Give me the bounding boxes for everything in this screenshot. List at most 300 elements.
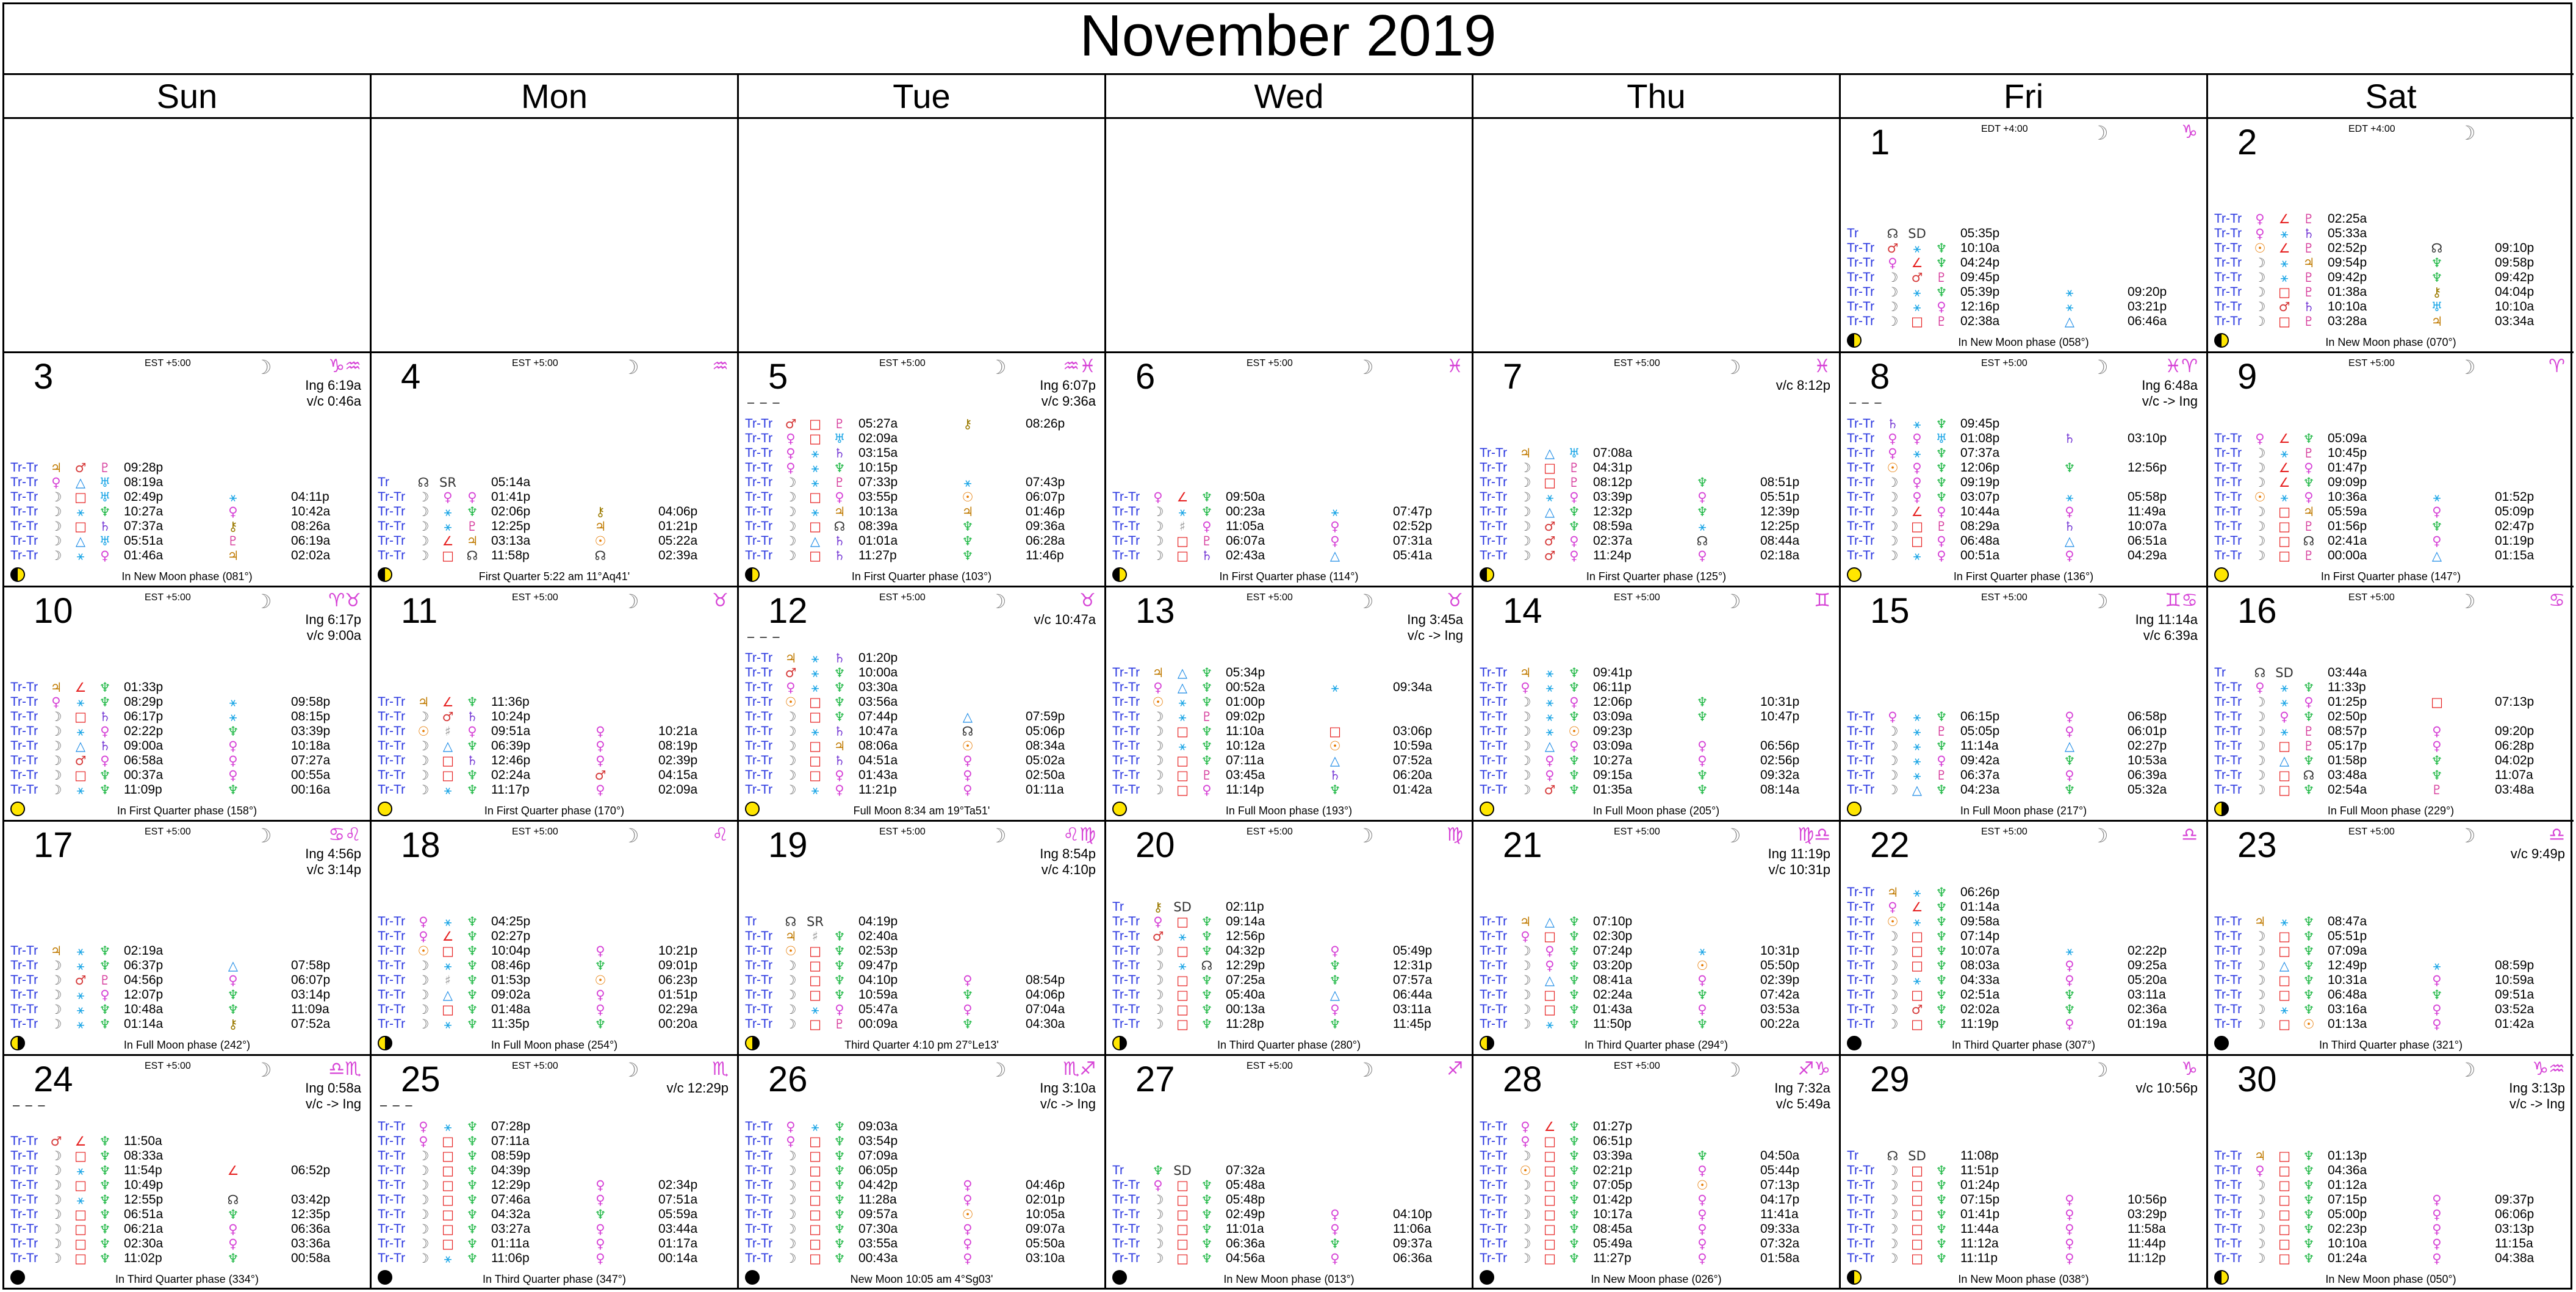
aspect-second [1657, 768, 1833, 783]
moon-icon: ☽ [2091, 1058, 2109, 1082]
moon-phase-text: In Full Moon phase (254°) [491, 1039, 618, 1051]
zodiac-sign-icon: ♋ [2549, 590, 2565, 611]
planet-glyph: ♆ [833, 944, 846, 958]
aspect-glyph: ♀ [595, 783, 605, 797]
aspect-glyph: ⚹ [811, 651, 819, 666]
aspect-second [187, 1222, 364, 1236]
aspect-glyph: ♇ [227, 534, 239, 548]
planet-glyph: ♆ [1935, 446, 1948, 461]
transit-label: Tr-Tr [1847, 314, 1875, 328]
aspect-time: 11:45p [1393, 1017, 1431, 1031]
aspect-glyph: ♀ [2432, 534, 2442, 548]
ingress-line: Ing 6:07p [1040, 378, 1096, 393]
aspect-row [378, 504, 725, 519]
day-cell[interactable] [1104, 820, 1472, 1054]
transit-label: Tr-Tr [745, 768, 773, 782]
planet-glyph: ♆ [833, 1163, 846, 1178]
transit-label: Tr-Tr [378, 1178, 406, 1192]
transit-label: Tr-Tr [1112, 1017, 1140, 1031]
aspect-second [187, 548, 364, 563]
aspect-glyph: □ [1544, 1178, 1556, 1193]
aspect-list [745, 914, 1093, 1032]
transit-label: Tr-Tr [1112, 768, 1140, 782]
aspect-second [2024, 490, 2201, 504]
aspect-glyph: ♀ [2432, 1193, 2442, 1207]
aspect-time: 11:01a [1226, 1222, 1264, 1236]
day-cell[interactable] [1839, 1054, 2206, 1288]
aspect-glyph: ♀ [1912, 490, 1922, 504]
planet-glyph: ☊ [466, 548, 478, 563]
aspect-time: 10:48a [124, 1002, 164, 1016]
aspect-time: 02:49p [1226, 1207, 1265, 1221]
aspect-glyph: ⚹ [1545, 666, 1554, 680]
aspect-glyph: ♯ [444, 973, 452, 988]
aspect-glyph: □ [809, 519, 821, 534]
day-cell[interactable] [2, 351, 370, 586]
aspect-second [187, 490, 364, 504]
aspect-glyph: ♀ [963, 973, 973, 988]
aspect-second [922, 768, 1099, 783]
planet-glyph: ☉ [2303, 1017, 2315, 1032]
aspect-row [1480, 1134, 1827, 1149]
planet-glyph: ☽ [1887, 504, 1899, 519]
aspect-time: 07:59p [1026, 709, 1065, 723]
transit-label: Tr-Tr [2214, 431, 2242, 445]
aspect-glyph: □ [74, 1207, 87, 1222]
transit-label: Tr-Tr [745, 651, 773, 665]
day-cell[interactable] [2206, 117, 2574, 351]
aspect-time: 08:59p [491, 1149, 531, 1163]
aspect-glyph: ⚹ [76, 1163, 85, 1178]
aspect-time: 10:12a [1226, 739, 1265, 753]
transit-label: Tr-Tr [10, 475, 38, 489]
transit-label: Tr-Tr [10, 1222, 38, 1236]
planet-glyph: ☽ [50, 1236, 62, 1251]
moon-phase-text: In Full Moon phase (193°) [1225, 805, 1353, 817]
aspect-time: 12:29p [491, 1178, 531, 1192]
aspect-row [378, 973, 725, 988]
transit-label: Tr-Tr [1480, 504, 1508, 519]
moon-icon: ☽ [989, 356, 1007, 379]
aspect-time: 03:28a [2328, 314, 2367, 328]
aspect-row [745, 1222, 1093, 1236]
aspect-row [1847, 724, 2195, 739]
aspect-row [378, 739, 725, 753]
transit-label: Tr-Tr [2214, 914, 2242, 928]
aspect-glyph: ⚹ [76, 504, 85, 519]
moon-phase-text: In Third Quarter phase (280°) [1217, 1039, 1361, 1051]
transit-label: Tr-Tr [745, 504, 773, 519]
aspect-second [922, 519, 1099, 534]
aspect-glyph: □ [809, 417, 821, 431]
planet-glyph: ♃ [50, 461, 62, 475]
aspect-time: 11:06a [1393, 1222, 1431, 1236]
aspect-time: 11:46p [1026, 548, 1064, 562]
moon-phase-text: In New Moon phase (081°) [121, 570, 253, 583]
transit-label: Tr-Tr [10, 1017, 38, 1031]
moon-icon: ☽ [622, 824, 639, 847]
aspect-glyph: ♆ [2063, 988, 2076, 1002]
transit-label: Tr-Tr [1847, 914, 1875, 928]
aspect-time: 06:48a [1960, 534, 2000, 548]
planet-glyph: ♆ [2303, 1002, 2315, 1017]
transit-label: Tr-Tr [1112, 490, 1140, 504]
planet-glyph: ♀ [1520, 1119, 1530, 1134]
planet-glyph: ♆ [833, 709, 846, 724]
aspect-glyph: □ [74, 519, 87, 534]
planet-glyph: ♆ [2303, 1222, 2315, 1236]
planet-glyph: ☽ [1519, 490, 1531, 504]
planet-glyph: ♀ [1937, 753, 1946, 768]
transit-label: Tr-Tr [378, 709, 406, 723]
transit-label: Tr [1112, 900, 1124, 914]
aspect-time: 07:58p [291, 958, 331, 972]
aspect-glyph: □ [809, 768, 821, 783]
planet-glyph: ♀ [1888, 256, 1898, 270]
aspect-glyph: ♆ [1696, 475, 1708, 490]
aspect-glyph: ♀ [963, 1251, 973, 1266]
moon-icon: ☽ [1356, 824, 1374, 847]
planet-glyph: ♀ [786, 431, 796, 446]
transit-label: Tr-Tr [2214, 958, 2242, 972]
aspect-glyph: □ [809, 695, 821, 709]
day-cell[interactable] [370, 351, 737, 586]
aspect-time: 02:27p [2128, 739, 2167, 753]
aspect-glyph: ♀ [1697, 1251, 1707, 1266]
planet-glyph: ☽ [785, 534, 797, 548]
transit-label: Tr-Tr [2214, 1163, 2242, 1177]
planet-glyph: ♇ [2303, 519, 2315, 534]
aspect-time: 03:52a [2495, 1002, 2535, 1016]
day-cell[interactable] [2206, 351, 2574, 586]
transit-label: Tr-Tr [2214, 724, 2242, 738]
aspect-row [745, 1193, 1093, 1207]
aspect-glyph: ⚷ [595, 504, 605, 519]
aspect-glyph: ⚹ [1545, 490, 1554, 504]
planet-glyph: ♀ [2255, 212, 2265, 226]
day-number: 30 [2237, 1060, 2277, 1099]
aspect-time: 08:06a [858, 739, 898, 753]
aspect-glyph: ⚹ [2280, 680, 2289, 695]
day-cell[interactable] [1839, 586, 2206, 820]
transit-label: Tr-Tr [378, 490, 406, 504]
aspect-second [555, 753, 732, 768]
aspect-row [1112, 709, 1460, 724]
planet-glyph: ♆ [1935, 1193, 1948, 1207]
planet-glyph: ☽ [1887, 958, 1899, 973]
aspect-time: 04:10p [858, 973, 898, 987]
aspect-glyph: ♇ [2431, 783, 2443, 797]
day-number: 18 [401, 825, 441, 865]
aspect-time: 03:11a [2128, 988, 2166, 1002]
aspect-time: 03:15a [858, 446, 898, 460]
day-number: 2 [2237, 123, 2258, 162]
ingress-line: Ing 11:14a [2135, 612, 2198, 627]
day-cell[interactable] [370, 1054, 737, 1288]
aspect-glyph: □ [442, 548, 454, 563]
aspect-row [1847, 1149, 2195, 1163]
aspect-time: 00:55a [291, 768, 331, 782]
aspect-time: 07:15p [1960, 1193, 2000, 1207]
ingress-void-label [2135, 612, 2198, 644]
planet-glyph: ♆ [833, 988, 846, 1002]
aspect-time: 00:20a [658, 1017, 698, 1031]
timezone-label: EST +5:00 [512, 358, 558, 368]
aspect-glyph: ∠ [2278, 431, 2290, 446]
aspect-second [1657, 1193, 1833, 1207]
timezone-label: EST +5:00 [145, 358, 191, 368]
transit-label: Tr-Tr [1847, 1193, 1875, 1207]
aspect-time: 02:52p [2328, 241, 2367, 255]
planet-glyph: ♀ [419, 1119, 428, 1134]
aspect-glyph: ⚹ [444, 914, 452, 929]
planet-glyph: ♆ [1568, 666, 1580, 680]
transit-label: Tr-Tr [1847, 1163, 1875, 1177]
planet-glyph: ♆ [466, 504, 478, 519]
aspect-time: 04:04p [2495, 285, 2535, 299]
aspect-glyph: ⚹ [811, 1002, 819, 1017]
day-cell[interactable] [737, 820, 1104, 1054]
aspect-glyph: ⚹ [2433, 490, 2441, 504]
aspect-glyph: □ [442, 1178, 454, 1193]
moon-icon: ☽ [989, 590, 1007, 613]
aspect-time: 09:01p [658, 958, 698, 972]
planet-glyph: ♆ [99, 1236, 111, 1251]
transit-label: Tr-Tr [1480, 1222, 1508, 1236]
aspect-row [745, 973, 1093, 988]
transit-label: Tr-Tr [10, 1193, 38, 1207]
transit-label: Tr-Tr [1480, 973, 1508, 987]
day-cell[interactable] [1472, 1054, 1839, 1288]
aspect-glyph: ⚹ [444, 519, 452, 534]
aspect-glyph: □ [809, 431, 821, 446]
transit-label: Tr-Tr [10, 1149, 38, 1163]
planet-glyph: ☽ [417, 1193, 430, 1207]
aspect-glyph: □ [1911, 314, 1923, 329]
day-cell[interactable] [1472, 820, 1839, 1054]
aspect-glyph: ♆ [2431, 768, 2443, 783]
aspect-second [2024, 724, 2201, 739]
transit-label: Tr-Tr [2214, 461, 2242, 475]
planet-glyph: ♅ [99, 534, 111, 548]
day-cell[interactable] [2206, 1054, 2574, 1288]
aspect-glyph: ☉ [594, 973, 606, 988]
aspect-glyph: ☉ [1696, 958, 1708, 973]
transit-label: Tr-Tr [1112, 929, 1140, 943]
aspect-glyph: ♀ [1330, 1207, 1340, 1222]
planet-glyph: ☽ [1519, 519, 1531, 534]
aspect-time: 01:53p [491, 973, 531, 987]
aspect-second [187, 504, 364, 519]
aspect-glyph: ♀ [1330, 1222, 1340, 1236]
aspect-glyph: ⚹ [811, 461, 819, 475]
aspect-glyph: ⚹ [1913, 739, 1921, 753]
planet-glyph: ♇ [466, 519, 478, 534]
aspect-glyph: □ [1544, 1207, 1556, 1222]
aspect-row [378, 944, 725, 958]
planet-glyph: ♆ [1201, 680, 1213, 695]
transit-label: Tr-Tr [745, 739, 773, 753]
transit-label: Tr-Tr [10, 1002, 38, 1016]
aspect-glyph: ♀ [228, 753, 238, 768]
timezone-label: EST +5:00 [1247, 827, 1293, 837]
aspect-second [922, 1207, 1099, 1222]
day-cell[interactable] [737, 351, 1104, 586]
aspect-time: 03:45a [1226, 768, 1265, 782]
aspect-time: 11:11p [1960, 1251, 1998, 1265]
day-number: 22 [1870, 825, 1910, 865]
aspect-time: 12:55p [124, 1193, 164, 1207]
aspect-time: 09:20p [2495, 724, 2535, 738]
timezone-label: EST +5:00 [1614, 1061, 1660, 1071]
planet-glyph: ♆ [833, 680, 846, 695]
day-cell[interactable] [2, 586, 370, 820]
aspect-time: 05:40a [1226, 988, 1265, 1002]
aspect-time: 08:57p [2328, 724, 2367, 738]
aspect-glyph: ⚹ [76, 944, 85, 958]
zodiac-sign-icon: ♓♈ [2165, 356, 2198, 377]
planet-glyph: ♄ [1887, 417, 1899, 431]
transit-label: Tr-Tr [10, 680, 38, 694]
aspect-glyph: ♀ [1697, 548, 1707, 563]
transit-label: Tr-Tr [1480, 1119, 1508, 1133]
aspect-time: 01:46a [124, 548, 164, 562]
aspect-glyph: ⚹ [444, 1251, 452, 1266]
planet-glyph: ♆ [1935, 256, 1948, 270]
transit-label: Tr-Tr [745, 534, 773, 548]
day-cell[interactable] [370, 820, 737, 1054]
aspect-time: 03:06p [1393, 724, 1433, 738]
aspect-glyph: ⚹ [1913, 724, 1921, 739]
transit-label: Tr-Tr [10, 724, 38, 738]
day-cell[interactable] [2206, 586, 2574, 820]
aspect-time: 04:51a [858, 753, 898, 767]
aspect-second [555, 1178, 732, 1193]
day-cell[interactable] [1839, 820, 2206, 1054]
aspect-time: 05:41a [1393, 548, 1433, 562]
day-cell[interactable] [737, 1054, 1104, 1288]
planet-glyph: ♆ [1568, 973, 1580, 988]
aspect-glyph: △ [810, 534, 821, 548]
aspect-row [2214, 724, 2562, 739]
planet-glyph: ☽ [2254, 519, 2266, 534]
aspect-row [378, 914, 725, 929]
aspect-time: 04:56a [1226, 1251, 1265, 1265]
aspect-glyph: ♆ [1696, 709, 1708, 724]
aspect-time: 09:50a [1226, 490, 1265, 504]
aspect-glyph: △ [75, 739, 86, 753]
zodiac-sign-icon: ♉ [1447, 590, 1463, 611]
aspect-time: 09:51a [491, 724, 531, 738]
day-cell[interactable] [1104, 351, 1472, 586]
day-cell[interactable] [2206, 820, 2574, 1054]
aspect-glyph: ⚹ [1913, 753, 1921, 768]
transit-label: Tr-Tr [745, 446, 773, 460]
planet-glyph: ☽ [2254, 1193, 2266, 1207]
aspect-time: 05:22a [658, 534, 698, 548]
planet-glyph: ♆ [833, 1222, 846, 1236]
day-cell[interactable] [1472, 586, 1839, 820]
ingress-void-label [305, 846, 361, 878]
planet-glyph: ♇ [99, 973, 111, 988]
ingress-line: Ing 3:10a [1040, 1080, 1096, 1096]
aspect-row [1480, 446, 1827, 461]
aspect-glyph: ⚹ [444, 504, 452, 519]
day-cell[interactable] [2, 820, 370, 1054]
aspect-time: 09:03a [858, 1119, 898, 1133]
planet-glyph: ♆ [466, 973, 478, 988]
aspect-time: 09:25a [2128, 958, 2167, 972]
aspect-row [2214, 973, 2562, 988]
planet-glyph: ♀ [786, 1134, 796, 1149]
aspect-time: 10:15p [858, 461, 898, 475]
planet-glyph: ♂ [785, 666, 797, 680]
day-cell[interactable] [1472, 351, 1839, 586]
transit-label: Tr-Tr [1847, 504, 1875, 519]
planet-glyph: ☽ [1887, 973, 1899, 988]
aspect-time: 12:25p [1760, 519, 1800, 533]
day-cell[interactable] [1839, 117, 2206, 351]
transit-label: Tr [1112, 1163, 1124, 1177]
aspect-time: 01:24p [1960, 1178, 2000, 1192]
aspect-second [1289, 1251, 1466, 1266]
aspect-glyph: △ [75, 475, 86, 490]
planet-glyph: ♆ [1568, 1207, 1580, 1222]
day-cell[interactable] [370, 586, 737, 820]
planet-glyph: ☽ [1887, 475, 1899, 490]
planet-glyph: ☽ [2254, 256, 2266, 270]
aspect-time: 10:53a [2128, 753, 2167, 767]
aspect-second [2024, 300, 2201, 314]
aspect-time: 11:27p [858, 548, 897, 562]
planet-glyph: ☽ [50, 958, 62, 973]
transit-label: Tr-Tr [1112, 973, 1140, 987]
day-cell[interactable] [737, 586, 1104, 820]
aspect-glyph: □ [2278, 1251, 2290, 1266]
ingress-line: Ing 6:19a [305, 378, 361, 393]
aspect-time: 00:51a [1960, 548, 2000, 562]
day-cell[interactable] [2, 1054, 370, 1288]
aspect-row [1847, 1222, 2195, 1236]
aspect-second [555, 1222, 732, 1236]
planet-glyph: ♂ [1152, 929, 1164, 944]
moon-icon: ☽ [254, 356, 272, 379]
aspect-second [555, 958, 732, 973]
planet-glyph: ♆ [99, 1134, 111, 1149]
day-cell[interactable] [1104, 586, 1472, 820]
aspect-glyph: ♆ [1696, 988, 1708, 1002]
day-cell[interactable] [1104, 1054, 1472, 1288]
planet-glyph: ☽ [1519, 1207, 1531, 1222]
aspect-row [1847, 709, 2195, 724]
aspect-glyph: ☉ [962, 490, 974, 504]
day-cell[interactable] [1839, 351, 2206, 586]
aspect-row [2214, 944, 2562, 958]
aspect-time: 01:38a [2328, 285, 2367, 299]
aspect-time: 09:57a [858, 1207, 898, 1221]
aspect-list [1847, 226, 2195, 329]
aspect-row [1480, 1251, 1827, 1266]
transit-label: Tr-Tr [10, 548, 38, 562]
empty-day-cell [737, 117, 1104, 351]
aspect-row [1112, 548, 1460, 563]
aspect-second [555, 504, 732, 519]
aspect-glyph: ♀ [963, 1178, 973, 1193]
aspect-time: 07:04a [1026, 1002, 1065, 1016]
aspect-glyph: □ [809, 1178, 821, 1193]
aspect-time: 02:53p [858, 944, 898, 958]
aspect-second [187, 958, 364, 973]
